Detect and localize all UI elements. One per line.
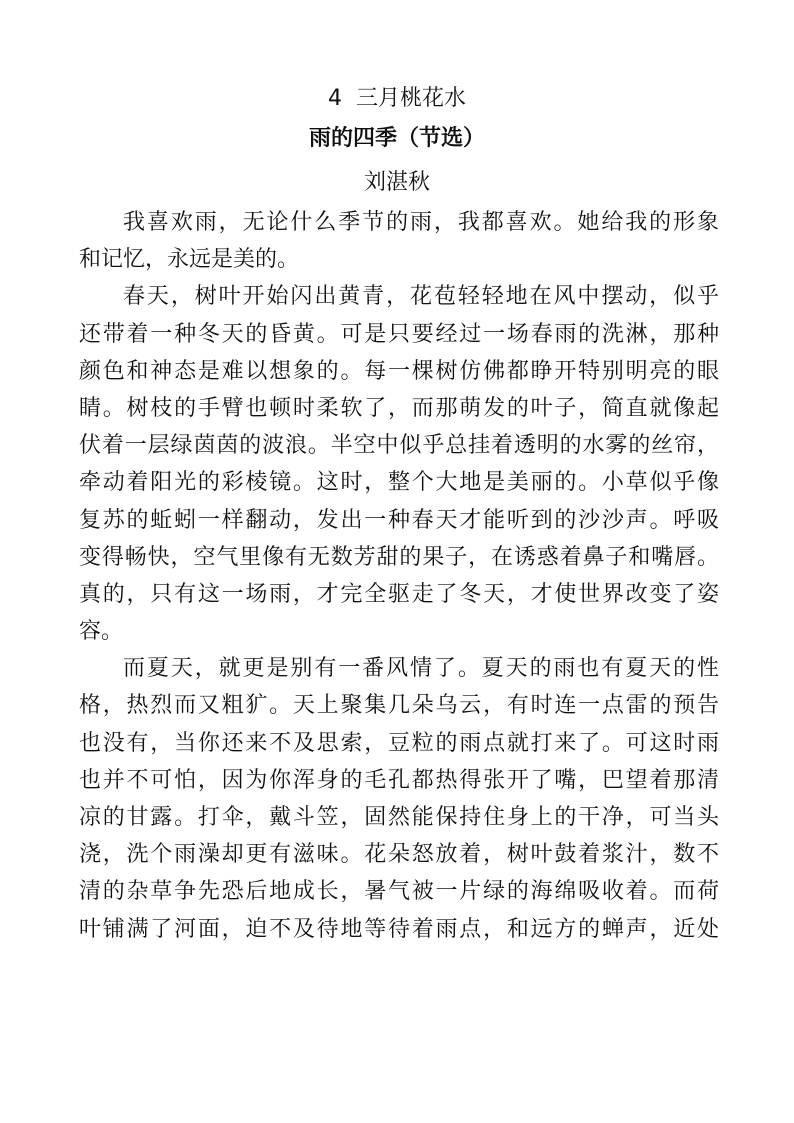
text-line: 而夏天，就更是别有一番风情了。夏天的雨也有夏天的性 xyxy=(123,656,719,682)
paragraph xyxy=(79,650,719,948)
text-line: 也没有，当你还来不及思索，豆粒的雨点就打来了。可这时雨 xyxy=(79,730,719,756)
text-line: 容。 xyxy=(79,619,124,645)
text-line: 牵动着阳光的彩棱镜。这时，整个大地是美丽的。小草似乎像 xyxy=(79,470,719,496)
text-line: 睛。树枝的手臂也顿时柔软了，而那萌发的叶子，简直就像起 xyxy=(79,395,719,421)
paragraph xyxy=(79,204,719,278)
essay-body xyxy=(79,204,719,948)
text-line: 也并不可怕，因为你浑身的毛孔都热得张开了嘴，巴望着那清 xyxy=(79,767,719,793)
author-name: 刘湛秋 xyxy=(363,170,430,195)
lesson-title: 4 三月桃花水 xyxy=(328,86,466,111)
text-line: 浇，洗个雨澡却更有滋味。花朵怒放着，树叶鼓着浆汁，数不 xyxy=(79,842,719,868)
text-line: 复苏的蚯蚓一样翻动，发出一种春天才能听到的沙沙声。呼吸 xyxy=(79,507,719,533)
text-line: 我喜欢雨，无论什么季节的雨，我都喜欢。她给我的形象 xyxy=(123,210,719,235)
text-line: 颜色和神态是难以想象的。每一棵树仿佛都睁开特别明亮的眼 xyxy=(79,358,719,384)
text-line: 春天，树叶开始闪出黄青，花苞轻轻地在风中摆动，似乎 xyxy=(123,284,719,310)
text-line: 伏着一层绿茵茵的波浪。半空中似乎总挂着透明的水雾的丝帘， xyxy=(79,433,719,459)
text-line: 真的，只有这一场雨，才完全驱走了冬天，才使世界改变了姿 xyxy=(79,581,719,607)
essay-title: 雨的四季（节选） xyxy=(308,126,485,151)
text-line: 清的杂草争先恐后地成长，暑气被一片绿的海绵吸收着。而荷 xyxy=(79,879,719,905)
text-line: 格，热烈而又粗犷。天上聚集几朵乌云，有时连一点雷的预告 xyxy=(79,693,719,719)
text-line: 和记忆，永远是美的。 xyxy=(79,247,300,273)
paragraph xyxy=(79,278,719,650)
text-line: 凉的甘露。打伞，戴斗笠，固然能保持住身上的干净，可当头 xyxy=(79,805,719,830)
text-line: 变得畅快，空气里像有无数芳甜的果子，在诱惑着鼻子和嘴唇。 xyxy=(79,544,719,570)
text-line: 叶铺满了河面，迫不及待地等待着雨点，和远方的蝉声，近处 xyxy=(79,916,719,942)
text-line: 还带着一种冬天的昏黄。可是只要经过一场春雨的洗淋，那种 xyxy=(79,321,719,347)
